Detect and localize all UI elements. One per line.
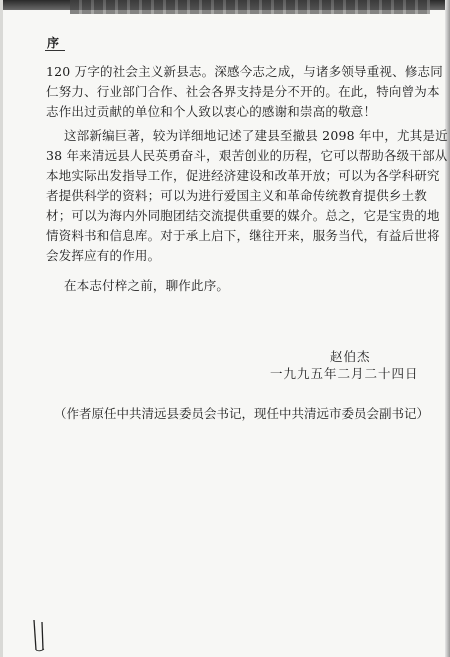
paragraph-line: 本地实际出发指导工作，促进经济建设和改革开放；可以为各学科研究 [46,168,440,183]
paragraph-line: 者提供科学的资料；可以为进行爱国主义和革命传统教育提供乡土教 [46,188,428,203]
paragraph-line: 38 年来清远县人民英勇奋斗，艰苦创业的历程，它可以帮助各级干部从 [46,148,448,163]
page-header: 序 [47,36,61,50]
signature-name: 赵伯杰 [330,349,371,364]
header-underline [45,50,65,51]
paragraph-line: 情资料书和信息库。对于承上启下，继往开来，服务当代，有益后世将 [46,228,440,243]
paragraph-line: 材；可以为海内外同胞团结交流提供重要的媒介。总之，它是宝贵的地 [46,208,440,223]
paragraph-line: 这部新编巨著，较为详细地记述了建县至撤县 2098 年中，尤其是近 [64,128,448,143]
paragraph-line: 志作出过贡献的单位和个人致以衷心的感谢和崇高的敬意！ [46,104,377,119]
signature-date: 一九九五年二月二十四日 [270,366,419,381]
paragraph-line: 仁努力、行业部门合作、社会各界支持是分不开的。在此，特向曾为本 [46,84,440,99]
author-note: （作者原任中共清远县委员会书记，现任中共清远市委员会副书记） [54,406,430,421]
paragraph-line: 在本志付梓之前，聊作此序。 [64,278,230,293]
paragraph-line: 120 万字的社会主义新县志。深感今志之成，与诸多领导重视、修志同 [46,64,443,79]
paragraph-line: 会发挥应有的作用。 [46,248,161,263]
scan-right-edge [445,0,450,657]
handwritten-margin-mark [30,618,50,652]
scan-left-edge [0,0,3,657]
scan-top-bleed [70,0,430,14]
